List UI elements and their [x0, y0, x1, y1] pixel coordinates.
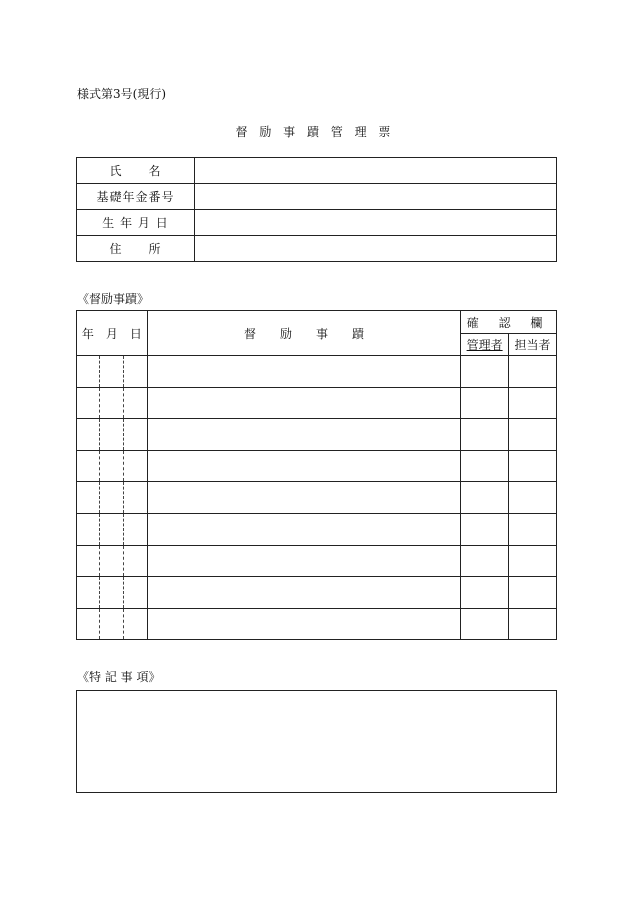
record-staff-field[interactable]	[509, 545, 557, 577]
personal-info-table	[76, 157, 557, 262]
record-staff-field[interactable]	[509, 387, 557, 419]
date-divider	[123, 356, 124, 387]
info-label: 生 年 月 日	[77, 210, 195, 236]
date-divider	[99, 451, 100, 482]
form-number: 様式第3号(現行)	[77, 87, 166, 101]
record-row	[77, 513, 557, 545]
date-divider	[99, 577, 100, 608]
record-row	[77, 450, 557, 482]
record-manager-field[interactable]	[461, 356, 509, 388]
manager-label: 管理者	[466, 338, 503, 352]
record-content-field[interactable]	[147, 545, 460, 577]
info-value-field[interactable]	[195, 184, 557, 210]
record-content-field[interactable]	[147, 482, 460, 514]
record-staff-field[interactable]	[509, 356, 557, 388]
record-content-field[interactable]	[147, 450, 460, 482]
confirm-column-header: 確 認 欄	[461, 311, 557, 334]
record-staff-field[interactable]	[509, 577, 557, 609]
records-table	[76, 310, 557, 640]
date-divider	[123, 482, 124, 513]
manager-column-header	[461, 334, 509, 356]
record-date-field[interactable]	[77, 387, 148, 419]
record-rows	[77, 356, 557, 640]
date-divider	[123, 514, 124, 545]
date-divider	[99, 609, 100, 640]
date-divider	[99, 388, 100, 419]
record-content-field[interactable]	[147, 608, 460, 640]
record-date-field[interactable]	[77, 419, 148, 451]
record-manager-field[interactable]	[461, 608, 509, 640]
record-staff-field[interactable]	[509, 513, 557, 545]
record-row	[77, 387, 557, 419]
record-row	[77, 577, 557, 609]
record-staff-field[interactable]	[509, 450, 557, 482]
record-date-field[interactable]	[77, 356, 148, 388]
info-row-name	[77, 158, 557, 184]
record-row	[77, 419, 557, 451]
record-content-field[interactable]	[147, 577, 460, 609]
record-content-field[interactable]	[147, 356, 460, 388]
record-date-field[interactable]	[77, 577, 148, 609]
date-divider	[123, 451, 124, 482]
record-content-field[interactable]	[147, 387, 460, 419]
record-date-field[interactable]	[77, 608, 148, 640]
records-header-row	[77, 311, 557, 334]
date-divider	[123, 609, 124, 640]
record-manager-field[interactable]	[461, 450, 509, 482]
record-row	[77, 545, 557, 577]
date-divider	[123, 388, 124, 419]
info-label: 住 所	[77, 236, 195, 262]
date-divider	[99, 546, 100, 577]
info-row-pension-number	[77, 184, 557, 210]
record-manager-field[interactable]	[461, 545, 509, 577]
record-row	[77, 356, 557, 388]
record-date-field[interactable]	[77, 482, 148, 514]
record-date-field[interactable]	[77, 450, 148, 482]
record-content-field[interactable]	[147, 513, 460, 545]
record-staff-field[interactable]	[509, 419, 557, 451]
date-column-header: 年 月 日	[77, 311, 148, 356]
date-divider	[99, 482, 100, 513]
record-manager-field[interactable]	[461, 387, 509, 419]
info-row-address	[77, 236, 557, 262]
document-title: 督 励 事 蹟 管 理 票	[235, 125, 395, 139]
record-date-field[interactable]	[77, 513, 148, 545]
record-manager-field[interactable]	[461, 482, 509, 514]
records-section-heading: 《督励事蹟》	[77, 292, 150, 306]
date-divider	[99, 419, 100, 450]
record-manager-field[interactable]	[461, 419, 509, 451]
remarks-field[interactable]	[76, 690, 557, 793]
date-divider	[123, 546, 124, 577]
info-label: 基礎年金番号	[77, 184, 195, 210]
info-value-field[interactable]	[195, 210, 557, 236]
content-column-header: 督 励 事 蹟	[147, 311, 460, 356]
record-staff-field[interactable]	[509, 482, 557, 514]
record-content-field[interactable]	[147, 419, 460, 451]
date-divider	[99, 356, 100, 387]
date-divider	[99, 514, 100, 545]
date-divider	[123, 419, 124, 450]
record-manager-field[interactable]	[461, 577, 509, 609]
record-date-field[interactable]	[77, 545, 148, 577]
record-row	[77, 608, 557, 640]
info-row-birthdate	[77, 210, 557, 236]
info-value-field[interactable]	[195, 158, 557, 184]
info-label: 氏 名	[77, 158, 195, 184]
remarks-section-heading: 《特 記 事 項》	[77, 670, 161, 684]
staff-column-header: 担当者	[509, 334, 557, 356]
info-value-field[interactable]	[195, 236, 557, 262]
record-row	[77, 482, 557, 514]
record-manager-field[interactable]	[461, 513, 509, 545]
date-divider	[123, 577, 124, 608]
record-staff-field[interactable]	[509, 608, 557, 640]
